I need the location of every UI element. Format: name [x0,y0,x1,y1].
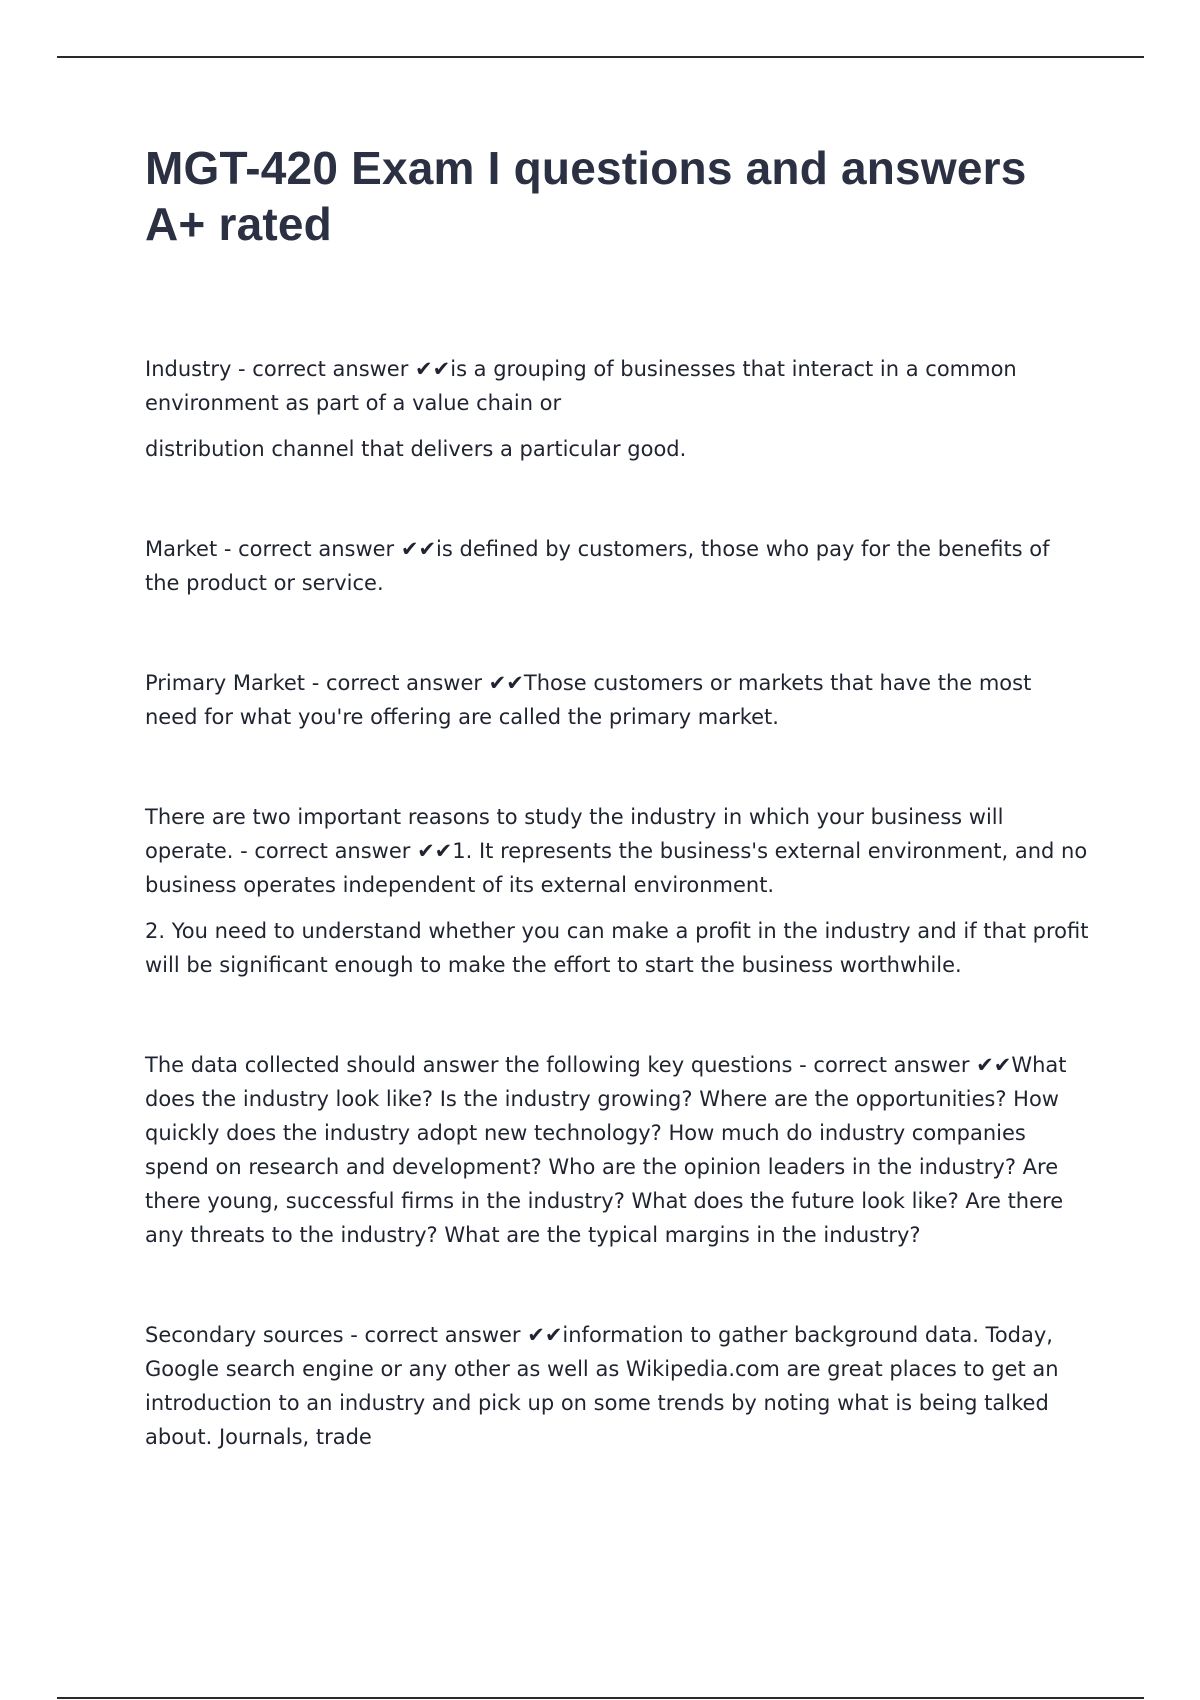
qa-list [145,352,1090,1454]
top-divider [57,56,1144,58]
bottom-divider [57,1697,1144,1699]
qa-paragraph: Market - correct answer ✔✔is defined by customers, those who pay for the benefits of the product or service. [145,537,1050,595]
qa-entry-key-questions [145,1048,1090,1252]
qa-paragraph: There are two important reasons to study the industry in which your business will operate. - correct answer ✔✔1. It represents the business's external environment, and no business operates independent of its external environment. [145,805,1088,897]
qa-paragraph: Industry - correct answer ✔✔is a grouping of businesses that interact in a common environment as part of a value chain or [145,357,1017,415]
qa-entry-market [145,532,1090,600]
qa-paragraph: The data collected should answer the following key questions - correct answer ✔✔What does the industry look like? Is the industry growing? Where are the opportunities? How quickly does the industry adopt new technology? How much do industry companies spend on research and development? Who are the opinion leaders in the industry? Are there young, successful firms in the industry? What does the future look like? Are there any threats to the industry? What are the typical margins in the industry? [145,1053,1067,1247]
qa-paragraph: 2. You need to understand whether you can make a profit in the industry and if that profit will be significant enough to make the effort to start the business worthwhile. [145,919,1089,977]
document-body [145,140,1090,1454]
qa-paragraph: distribution channel that delivers a particular good. [145,437,687,461]
qa-entry-secondary-sources [145,1318,1090,1454]
qa-entry-reasons-to-study [145,800,1090,982]
qa-entry-industry [145,352,1090,466]
qa-paragraph: Primary Market - correct answer ✔✔Those customers or markets that have the most need for what you're offering are called the primary market. [145,671,1032,729]
qa-entry-primary-market [145,666,1090,734]
qa-paragraph: Secondary sources - correct answer ✔✔information to gather background data. Today, Google search engine or any other as well as Wikipedia.com are great places to get an introduction to an industry and pick up on some trends by noting what is being talked about. Journals, trade [145,1323,1059,1449]
document-title: MGT-420 Exam I questions and answers A+ rated [145,142,1027,250]
